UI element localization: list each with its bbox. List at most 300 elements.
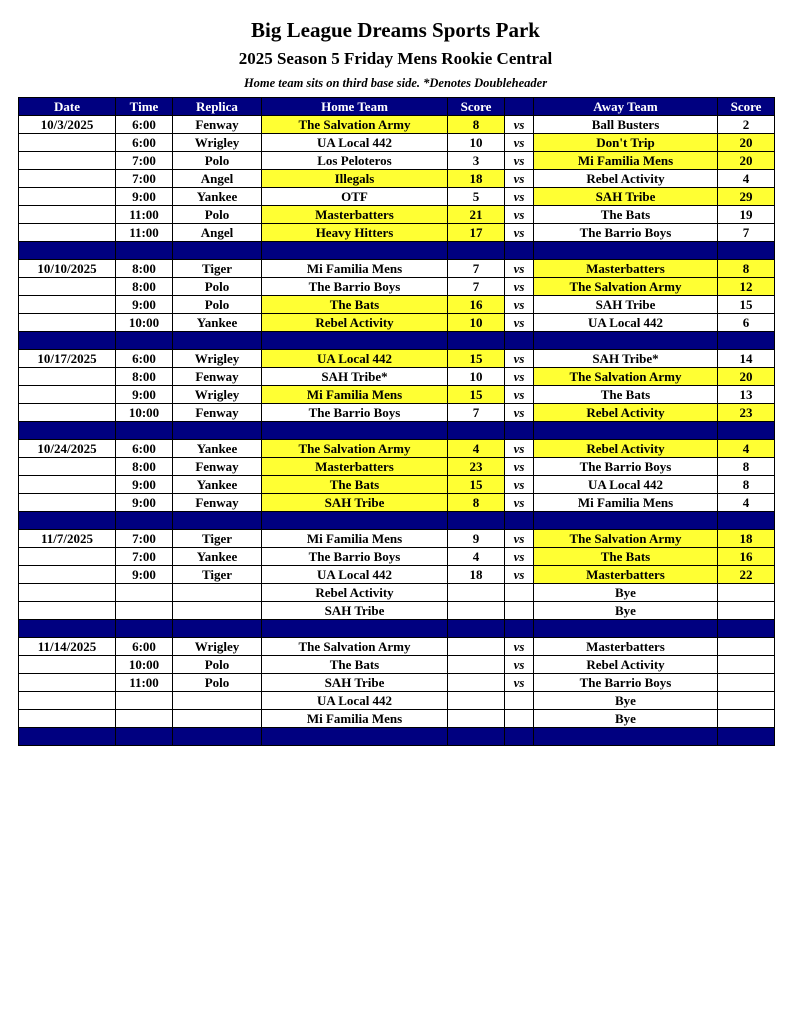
replica-cell bbox=[173, 602, 262, 620]
home-team-cell: Masterbatters bbox=[262, 206, 448, 224]
replica-cell: Fenway bbox=[173, 458, 262, 476]
vs-cell: vs bbox=[505, 278, 534, 296]
separator-cell bbox=[534, 512, 718, 530]
home-score-cell: 10 bbox=[448, 134, 505, 152]
game-row bbox=[19, 494, 775, 512]
home-team-cell: The Barrio Boys bbox=[262, 278, 448, 296]
separator-cell bbox=[718, 332, 775, 350]
home-team-cell: Mi Familia Mens bbox=[262, 260, 448, 278]
replica-cell: Wrigley bbox=[173, 386, 262, 404]
away-score-cell: 2 bbox=[718, 116, 775, 134]
time-cell: 9:00 bbox=[116, 386, 173, 404]
game-row bbox=[19, 386, 775, 404]
game-row bbox=[19, 152, 775, 170]
time-cell bbox=[116, 602, 173, 620]
away-score-cell bbox=[718, 602, 775, 620]
week-separator bbox=[19, 422, 775, 440]
separator-cell bbox=[173, 422, 262, 440]
separator-cell bbox=[173, 242, 262, 260]
home-score-cell: 18 bbox=[448, 566, 505, 584]
header-home-team: Home Team bbox=[262, 98, 448, 116]
home-team-cell: The Barrio Boys bbox=[262, 404, 448, 422]
home-score-cell bbox=[448, 584, 505, 602]
separator-cell bbox=[718, 422, 775, 440]
replica-cell: Polo bbox=[173, 656, 262, 674]
date-cell bbox=[19, 692, 116, 710]
date-cell bbox=[19, 548, 116, 566]
vs-cell: vs bbox=[505, 476, 534, 494]
game-row bbox=[19, 404, 775, 422]
time-cell: 8:00 bbox=[116, 368, 173, 386]
away-team-cell: Masterbatters bbox=[534, 566, 718, 584]
time-cell: 9:00 bbox=[116, 566, 173, 584]
game-row bbox=[19, 602, 775, 620]
game-row bbox=[19, 350, 775, 368]
separator-cell bbox=[262, 242, 448, 260]
replica-cell: Wrigley bbox=[173, 638, 262, 656]
away-score-cell: 4 bbox=[718, 170, 775, 188]
separator-cell bbox=[448, 620, 505, 638]
replica-cell: Fenway bbox=[173, 368, 262, 386]
time-cell: 11:00 bbox=[116, 224, 173, 242]
vs-cell bbox=[505, 710, 534, 728]
replica-cell bbox=[173, 584, 262, 602]
time-cell: 6:00 bbox=[116, 638, 173, 656]
separator-cell bbox=[116, 332, 173, 350]
game-row bbox=[19, 296, 775, 314]
separator-cell bbox=[116, 512, 173, 530]
home-team-cell: SAH Tribe bbox=[262, 674, 448, 692]
away-score-cell: 19 bbox=[718, 206, 775, 224]
game-row bbox=[19, 278, 775, 296]
separator-cell bbox=[116, 422, 173, 440]
header-home-score: Score bbox=[448, 98, 505, 116]
home-score-cell: 7 bbox=[448, 404, 505, 422]
time-cell: 7:00 bbox=[116, 170, 173, 188]
away-team-cell: Bye bbox=[534, 602, 718, 620]
vs-cell bbox=[505, 602, 534, 620]
separator-cell bbox=[505, 332, 534, 350]
separator-cell bbox=[262, 620, 448, 638]
date-cell: 11/7/2025 bbox=[19, 530, 116, 548]
home-team-cell: UA Local 442 bbox=[262, 692, 448, 710]
time-cell: 6:00 bbox=[116, 116, 173, 134]
week-separator bbox=[19, 332, 775, 350]
away-team-cell: The Bats bbox=[534, 548, 718, 566]
date-cell bbox=[19, 224, 116, 242]
away-team-cell: The Barrio Boys bbox=[534, 674, 718, 692]
vs-cell bbox=[505, 584, 534, 602]
away-team-cell: The Bats bbox=[534, 206, 718, 224]
vs-cell: vs bbox=[505, 494, 534, 512]
vs-cell: vs bbox=[505, 314, 534, 332]
away-score-cell: 4 bbox=[718, 440, 775, 458]
separator-cell bbox=[19, 332, 116, 350]
home-team-cell: UA Local 442 bbox=[262, 350, 448, 368]
date-cell bbox=[19, 404, 116, 422]
time-cell: 8:00 bbox=[116, 278, 173, 296]
away-score-cell: 20 bbox=[718, 134, 775, 152]
away-score-cell: 29 bbox=[718, 188, 775, 206]
home-team-cell: Mi Familia Mens bbox=[262, 386, 448, 404]
separator-cell bbox=[505, 242, 534, 260]
home-score-cell: 7 bbox=[448, 260, 505, 278]
home-score-cell: 16 bbox=[448, 296, 505, 314]
away-team-cell: SAH Tribe bbox=[534, 188, 718, 206]
vs-cell: vs bbox=[505, 368, 534, 386]
replica-cell: Angel bbox=[173, 170, 262, 188]
separator-cell bbox=[505, 620, 534, 638]
schedule-table bbox=[18, 97, 775, 746]
away-team-cell: Masterbatters bbox=[534, 260, 718, 278]
date-cell bbox=[19, 206, 116, 224]
separator-cell bbox=[19, 242, 116, 260]
vs-cell: vs bbox=[505, 188, 534, 206]
away-score-cell: 6 bbox=[718, 314, 775, 332]
away-score-cell: 8 bbox=[718, 476, 775, 494]
game-row bbox=[19, 710, 775, 728]
separator-cell bbox=[718, 242, 775, 260]
home-score-cell bbox=[448, 656, 505, 674]
home-team-cell: The Bats bbox=[262, 656, 448, 674]
home-score-cell bbox=[448, 638, 505, 656]
separator-cell bbox=[173, 332, 262, 350]
away-score-cell: 20 bbox=[718, 152, 775, 170]
away-team-cell: SAH Tribe bbox=[534, 296, 718, 314]
time-cell: 11:00 bbox=[116, 674, 173, 692]
home-score-cell: 4 bbox=[448, 548, 505, 566]
header-away-score: Score bbox=[718, 98, 775, 116]
time-cell: 7:00 bbox=[116, 548, 173, 566]
game-row bbox=[19, 206, 775, 224]
separator-cell bbox=[19, 512, 116, 530]
time-cell: 8:00 bbox=[116, 260, 173, 278]
vs-cell: vs bbox=[505, 134, 534, 152]
date-cell bbox=[19, 476, 116, 494]
separator-cell bbox=[505, 512, 534, 530]
separator-cell bbox=[173, 512, 262, 530]
away-score-cell bbox=[718, 674, 775, 692]
date-cell bbox=[19, 170, 116, 188]
game-row bbox=[19, 116, 775, 134]
home-team-cell: Mi Familia Mens bbox=[262, 530, 448, 548]
page-subtitle: 2025 Season 5 Friday Mens Rookie Central bbox=[238, 49, 553, 68]
home-team-cell: The Bats bbox=[262, 296, 448, 314]
vs-cell: vs bbox=[505, 170, 534, 188]
time-cell: 9:00 bbox=[116, 476, 173, 494]
date-cell bbox=[19, 368, 116, 386]
away-score-cell: 13 bbox=[718, 386, 775, 404]
vs-cell: vs bbox=[505, 638, 534, 656]
game-row bbox=[19, 170, 775, 188]
separator-cell bbox=[448, 332, 505, 350]
game-row bbox=[19, 188, 775, 206]
time-cell: 7:00 bbox=[116, 152, 173, 170]
separator-cell bbox=[534, 728, 718, 746]
header-vs bbox=[505, 98, 534, 116]
separator-cell bbox=[173, 728, 262, 746]
home-team-cell: UA Local 442 bbox=[262, 566, 448, 584]
away-team-cell: The Salvation Army bbox=[534, 278, 718, 296]
replica-cell: Polo bbox=[173, 296, 262, 314]
away-team-cell: Mi Familia Mens bbox=[534, 152, 718, 170]
home-score-cell: 4 bbox=[448, 440, 505, 458]
home-score-cell bbox=[448, 710, 505, 728]
date-cell bbox=[19, 314, 116, 332]
separator-cell bbox=[448, 422, 505, 440]
time-cell: 7:00 bbox=[116, 530, 173, 548]
date-cell bbox=[19, 152, 116, 170]
game-row bbox=[19, 314, 775, 332]
home-team-cell: Illegals bbox=[262, 170, 448, 188]
vs-cell: vs bbox=[505, 152, 534, 170]
away-score-cell bbox=[718, 638, 775, 656]
time-cell: 6:00 bbox=[116, 134, 173, 152]
separator-cell bbox=[262, 422, 448, 440]
date-cell bbox=[19, 458, 116, 476]
separator-cell bbox=[534, 620, 718, 638]
time-cell: 6:00 bbox=[116, 440, 173, 458]
away-team-cell: Rebel Activity bbox=[534, 656, 718, 674]
away-team-cell: Rebel Activity bbox=[534, 404, 718, 422]
replica-cell: Fenway bbox=[173, 404, 262, 422]
game-row bbox=[19, 440, 775, 458]
away-team-cell: The Salvation Army bbox=[534, 368, 718, 386]
home-team-cell: The Bats bbox=[262, 476, 448, 494]
date-cell bbox=[19, 134, 116, 152]
separator-cell bbox=[448, 512, 505, 530]
home-team-cell: The Salvation Army bbox=[262, 440, 448, 458]
home-score-cell: 9 bbox=[448, 530, 505, 548]
time-cell: 8:00 bbox=[116, 458, 173, 476]
home-team-cell: The Salvation Army bbox=[262, 638, 448, 656]
week-separator bbox=[19, 620, 775, 638]
away-score-cell: 14 bbox=[718, 350, 775, 368]
replica-cell: Polo bbox=[173, 278, 262, 296]
home-score-cell: 8 bbox=[448, 494, 505, 512]
separator-cell bbox=[19, 620, 116, 638]
date-cell bbox=[19, 674, 116, 692]
away-team-cell: The Salvation Army bbox=[534, 530, 718, 548]
away-score-cell: 18 bbox=[718, 530, 775, 548]
away-score-cell: 12 bbox=[718, 278, 775, 296]
time-cell: 6:00 bbox=[116, 350, 173, 368]
replica-cell: Tiger bbox=[173, 260, 262, 278]
separator-cell bbox=[262, 332, 448, 350]
game-row bbox=[19, 584, 775, 602]
away-team-cell: Masterbatters bbox=[534, 638, 718, 656]
game-row bbox=[19, 134, 775, 152]
time-cell: 11:00 bbox=[116, 206, 173, 224]
home-score-cell: 17 bbox=[448, 224, 505, 242]
home-team-cell: SAH Tribe* bbox=[262, 368, 448, 386]
away-score-cell bbox=[718, 656, 775, 674]
header-time: Time bbox=[116, 98, 173, 116]
header-replica: Replica bbox=[173, 98, 262, 116]
separator-cell bbox=[19, 728, 116, 746]
home-score-cell bbox=[448, 602, 505, 620]
time-cell: 9:00 bbox=[116, 296, 173, 314]
home-team-cell: The Barrio Boys bbox=[262, 548, 448, 566]
time-cell: 10:00 bbox=[116, 656, 173, 674]
date-cell bbox=[19, 494, 116, 512]
away-team-cell: The Barrio Boys bbox=[534, 458, 718, 476]
date-cell bbox=[19, 278, 116, 296]
date-cell bbox=[19, 656, 116, 674]
date-cell bbox=[19, 584, 116, 602]
away-score-cell bbox=[718, 692, 775, 710]
separator-cell bbox=[262, 512, 448, 530]
week-separator bbox=[19, 242, 775, 260]
away-score-cell bbox=[718, 710, 775, 728]
home-team-cell: Rebel Activity bbox=[262, 584, 448, 602]
away-score-cell: 22 bbox=[718, 566, 775, 584]
vs-cell: vs bbox=[505, 224, 534, 242]
home-score-cell: 21 bbox=[448, 206, 505, 224]
date-cell bbox=[19, 602, 116, 620]
header-away-team: Away Team bbox=[534, 98, 718, 116]
separator-cell bbox=[448, 242, 505, 260]
game-row bbox=[19, 530, 775, 548]
time-cell: 10:00 bbox=[116, 314, 173, 332]
away-score-cell: 7 bbox=[718, 224, 775, 242]
week-separator bbox=[19, 728, 775, 746]
vs-cell: vs bbox=[505, 206, 534, 224]
separator-cell bbox=[505, 728, 534, 746]
home-score-cell bbox=[448, 674, 505, 692]
game-row bbox=[19, 476, 775, 494]
doubleheader-note: Home team sits on third base side. *Denotes Doubleheader bbox=[243, 76, 548, 90]
away-team-cell: UA Local 442 bbox=[534, 476, 718, 494]
home-team-cell: Mi Familia Mens bbox=[262, 710, 448, 728]
away-score-cell: 15 bbox=[718, 296, 775, 314]
separator-cell bbox=[173, 620, 262, 638]
away-score-cell: 16 bbox=[718, 548, 775, 566]
vs-cell: vs bbox=[505, 440, 534, 458]
home-score-cell: 23 bbox=[448, 458, 505, 476]
header-date: Date bbox=[19, 98, 116, 116]
vs-cell: vs bbox=[505, 260, 534, 278]
date-cell: 10/17/2025 bbox=[19, 350, 116, 368]
home-team-cell: Los Peloteros bbox=[262, 152, 448, 170]
separator-cell bbox=[116, 728, 173, 746]
time-cell: 10:00 bbox=[116, 404, 173, 422]
home-team-cell: The Salvation Army bbox=[262, 116, 448, 134]
game-row bbox=[19, 638, 775, 656]
replica-cell: Fenway bbox=[173, 494, 262, 512]
replica-cell: Yankee bbox=[173, 476, 262, 494]
vs-cell: vs bbox=[505, 566, 534, 584]
vs-cell bbox=[505, 692, 534, 710]
vs-cell: vs bbox=[505, 404, 534, 422]
home-score-cell: 15 bbox=[448, 350, 505, 368]
home-score-cell: 15 bbox=[448, 476, 505, 494]
time-cell bbox=[116, 584, 173, 602]
replica-cell: Fenway bbox=[173, 116, 262, 134]
time-cell bbox=[116, 710, 173, 728]
home-team-cell: Masterbatters bbox=[262, 458, 448, 476]
home-score-cell: 15 bbox=[448, 386, 505, 404]
separator-cell bbox=[116, 242, 173, 260]
time-cell: 9:00 bbox=[116, 188, 173, 206]
away-score-cell: 8 bbox=[718, 458, 775, 476]
away-score-cell bbox=[718, 584, 775, 602]
separator-cell bbox=[718, 512, 775, 530]
replica-cell: Polo bbox=[173, 674, 262, 692]
separator-cell bbox=[718, 620, 775, 638]
away-team-cell: Rebel Activity bbox=[534, 440, 718, 458]
vs-cell: vs bbox=[505, 296, 534, 314]
replica-cell: Yankee bbox=[173, 548, 262, 566]
home-score-cell: 10 bbox=[448, 314, 505, 332]
replica-cell: Polo bbox=[173, 206, 262, 224]
header-row bbox=[19, 98, 775, 116]
away-team-cell: UA Local 442 bbox=[534, 314, 718, 332]
replica-cell bbox=[173, 710, 262, 728]
away-score-cell: 20 bbox=[718, 368, 775, 386]
separator-cell bbox=[448, 728, 505, 746]
away-team-cell: Rebel Activity bbox=[534, 170, 718, 188]
away-team-cell: Bye bbox=[534, 692, 718, 710]
home-team-cell: SAH Tribe bbox=[262, 494, 448, 512]
separator-cell bbox=[534, 422, 718, 440]
vs-cell: vs bbox=[505, 386, 534, 404]
replica-cell: Angel bbox=[173, 224, 262, 242]
date-cell bbox=[19, 188, 116, 206]
away-team-cell: Don't Trip bbox=[534, 134, 718, 152]
time-cell: 9:00 bbox=[116, 494, 173, 512]
away-score-cell: 8 bbox=[718, 260, 775, 278]
vs-cell: vs bbox=[505, 674, 534, 692]
home-score-cell: 18 bbox=[448, 170, 505, 188]
away-team-cell: Ball Busters bbox=[534, 116, 718, 134]
vs-cell: vs bbox=[505, 530, 534, 548]
page-title: Big League Dreams Sports Park bbox=[251, 18, 540, 42]
date-cell bbox=[19, 296, 116, 314]
away-team-cell: The Barrio Boys bbox=[534, 224, 718, 242]
date-cell: 10/3/2025 bbox=[19, 116, 116, 134]
away-team-cell: Bye bbox=[534, 584, 718, 602]
date-cell bbox=[19, 566, 116, 584]
away-team-cell: SAH Tribe* bbox=[534, 350, 718, 368]
away-team-cell: The Bats bbox=[534, 386, 718, 404]
vs-cell: vs bbox=[505, 548, 534, 566]
date-cell: 10/10/2025 bbox=[19, 260, 116, 278]
schedule-body bbox=[19, 116, 775, 746]
game-row bbox=[19, 692, 775, 710]
time-cell bbox=[116, 692, 173, 710]
separator-cell bbox=[19, 422, 116, 440]
replica-cell: Wrigley bbox=[173, 350, 262, 368]
replica-cell: Yankee bbox=[173, 440, 262, 458]
game-row bbox=[19, 224, 775, 242]
home-score-cell: 10 bbox=[448, 368, 505, 386]
home-score-cell bbox=[448, 692, 505, 710]
away-score-cell: 4 bbox=[718, 494, 775, 512]
replica-cell: Wrigley bbox=[173, 134, 262, 152]
home-team-cell: SAH Tribe bbox=[262, 602, 448, 620]
vs-cell: vs bbox=[505, 116, 534, 134]
home-score-cell: 3 bbox=[448, 152, 505, 170]
separator-cell bbox=[116, 620, 173, 638]
vs-cell: vs bbox=[505, 656, 534, 674]
date-cell: 11/14/2025 bbox=[19, 638, 116, 656]
separator-cell bbox=[534, 332, 718, 350]
replica-cell: Tiger bbox=[173, 530, 262, 548]
date-cell bbox=[19, 710, 116, 728]
home-score-cell: 5 bbox=[448, 188, 505, 206]
home-team-cell: Heavy Hitters bbox=[262, 224, 448, 242]
